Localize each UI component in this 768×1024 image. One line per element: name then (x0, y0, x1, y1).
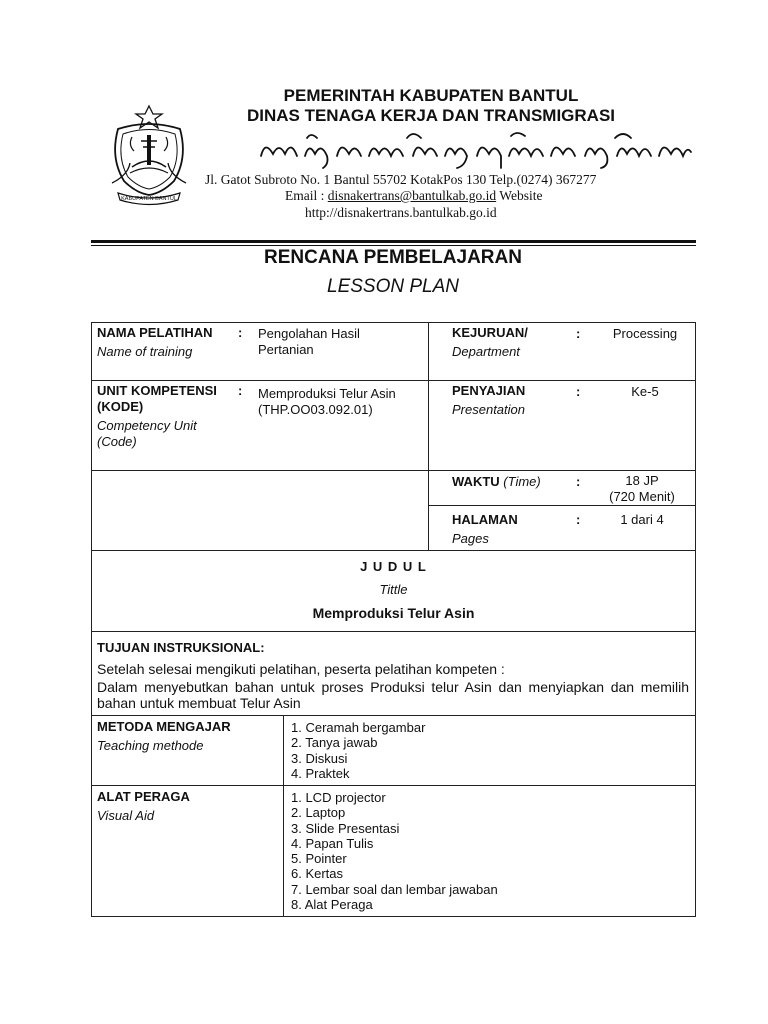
time-label-cell (452, 474, 572, 490)
time-colon: : (576, 474, 581, 489)
aids-label-cell (97, 789, 277, 824)
list-item: 1. Ceramah bergambar (291, 720, 426, 735)
javanese-script-line (255, 128, 695, 172)
pages-colon: : (576, 512, 581, 527)
judul-value: Memproduksi Telur Asin (312, 605, 475, 621)
judul-label-en: Tittle (379, 582, 408, 597)
unit-value-cell (258, 386, 428, 418)
judul-label: J U D U L (360, 559, 427, 574)
website-label: Website (496, 188, 543, 203)
department-colon: : (576, 326, 581, 341)
department-value: Processing (612, 326, 678, 341)
unit-label: UNIT KOMPETENSI (KODE) (97, 383, 217, 414)
pages-value: 1 dari 4 (620, 512, 664, 527)
department-label-cell (452, 325, 572, 360)
time-value: 18 JP (625, 473, 659, 488)
pages-label-en: Pages (452, 531, 489, 546)
header-rule-thin (91, 245, 696, 246)
email-link[interactable]: disnakertrans@bantulkab.go.id (327, 188, 497, 203)
address-line: Jl. Gatot Subroto No. 1 Bantul 55702 KotakPos 130 Telp.(0274) 367277 (205, 172, 597, 187)
training-label-cell (97, 325, 217, 360)
department-label: KEJURUAN/ (452, 325, 528, 340)
method-label: METODA MENGAJAR (97, 719, 231, 734)
website-url[interactable]: http://disnakertrans.bantulkab.go.id (305, 205, 497, 220)
list-item: 3. Diskusi (291, 750, 348, 766)
email-label: Email : (285, 188, 328, 203)
pages-label-cell (452, 512, 572, 547)
time-value-cell (590, 473, 694, 505)
unit-value: Memproduksi Telur Asin (258, 386, 396, 401)
training-value: Pengolahan Hasil Pertanian (258, 326, 360, 357)
presentation-value: Ke-5 (631, 384, 659, 399)
email-line (285, 188, 542, 204)
list-item: 5. Pointer (291, 851, 347, 867)
list-item: 2. Tanya jawab (291, 735, 378, 751)
unit-colon: : (238, 383, 243, 398)
list-item: 7. Lembar soal dan lembar jawaban (291, 881, 498, 897)
government-name: PEMERINTAH KABUPATEN BANTUL (283, 86, 579, 105)
list-item: 4. Papan Tulis (291, 835, 374, 851)
seal-banner-text: KABUPATEN BANTUL (121, 196, 177, 202)
presentation-label: PENYAJIAN (452, 383, 526, 398)
list-item: 3. Slide Presentasi (291, 820, 400, 836)
presentation-label-en: Presentation (452, 402, 525, 417)
presentation-colon: : (576, 384, 581, 399)
unit-label-cell (97, 383, 227, 450)
method-list (291, 720, 425, 781)
time-value-minutes: (720 Menit) (609, 489, 675, 504)
aids-label: ALAT PERAGA (97, 789, 190, 804)
list-item: 6. Kertas (291, 866, 344, 882)
document-title: RENCANA PEMBELAJARAN (264, 247, 522, 268)
list-item: 4. Praktek (291, 765, 350, 781)
method-label-en: Teaching methode (97, 738, 204, 753)
objective-line2: Dalam menyebutkan bahan untuk proses Produksi telur Asin dan menyiapkan dan memilih bahan untuk membuat Telur Asin (97, 679, 689, 711)
aids-label-en: Visual Aid (97, 808, 155, 823)
regency-seal-emblem (108, 103, 190, 207)
header-rule-thick (91, 240, 696, 243)
pages-label: HALAMAN (452, 512, 518, 527)
list-item: 1. LCD projector (291, 790, 386, 805)
method-label-cell (97, 719, 277, 754)
list-item: 2. Laptop (291, 805, 346, 821)
unit-label-en: Competency Unit (Code) (97, 418, 197, 449)
aids-list (291, 790, 498, 912)
objective-line1: Setelah selesai mengikuti pelatihan, peserta pelatihan kompeten : (97, 661, 505, 677)
training-colon: : (238, 325, 243, 340)
document-subtitle: LESSON PLAN (327, 276, 459, 297)
training-label: NAMA PELATIHAN (97, 325, 213, 340)
unit-code: (THP.OO03.092.01) (258, 402, 373, 417)
objective-label: TUJUAN INSTRUKSIONAL: (97, 640, 265, 655)
department-name: DINAS TENAGA KERJA DAN TRANSMIGRASI (246, 106, 616, 125)
training-label-en: Name of training (97, 344, 193, 359)
presentation-label-cell (452, 383, 572, 418)
time-label-en: (Time) (503, 474, 541, 489)
department-label-en: Department (452, 344, 520, 359)
list-item: 8. Alat Peraga (291, 897, 373, 913)
time-label: WAKTU (452, 474, 500, 489)
